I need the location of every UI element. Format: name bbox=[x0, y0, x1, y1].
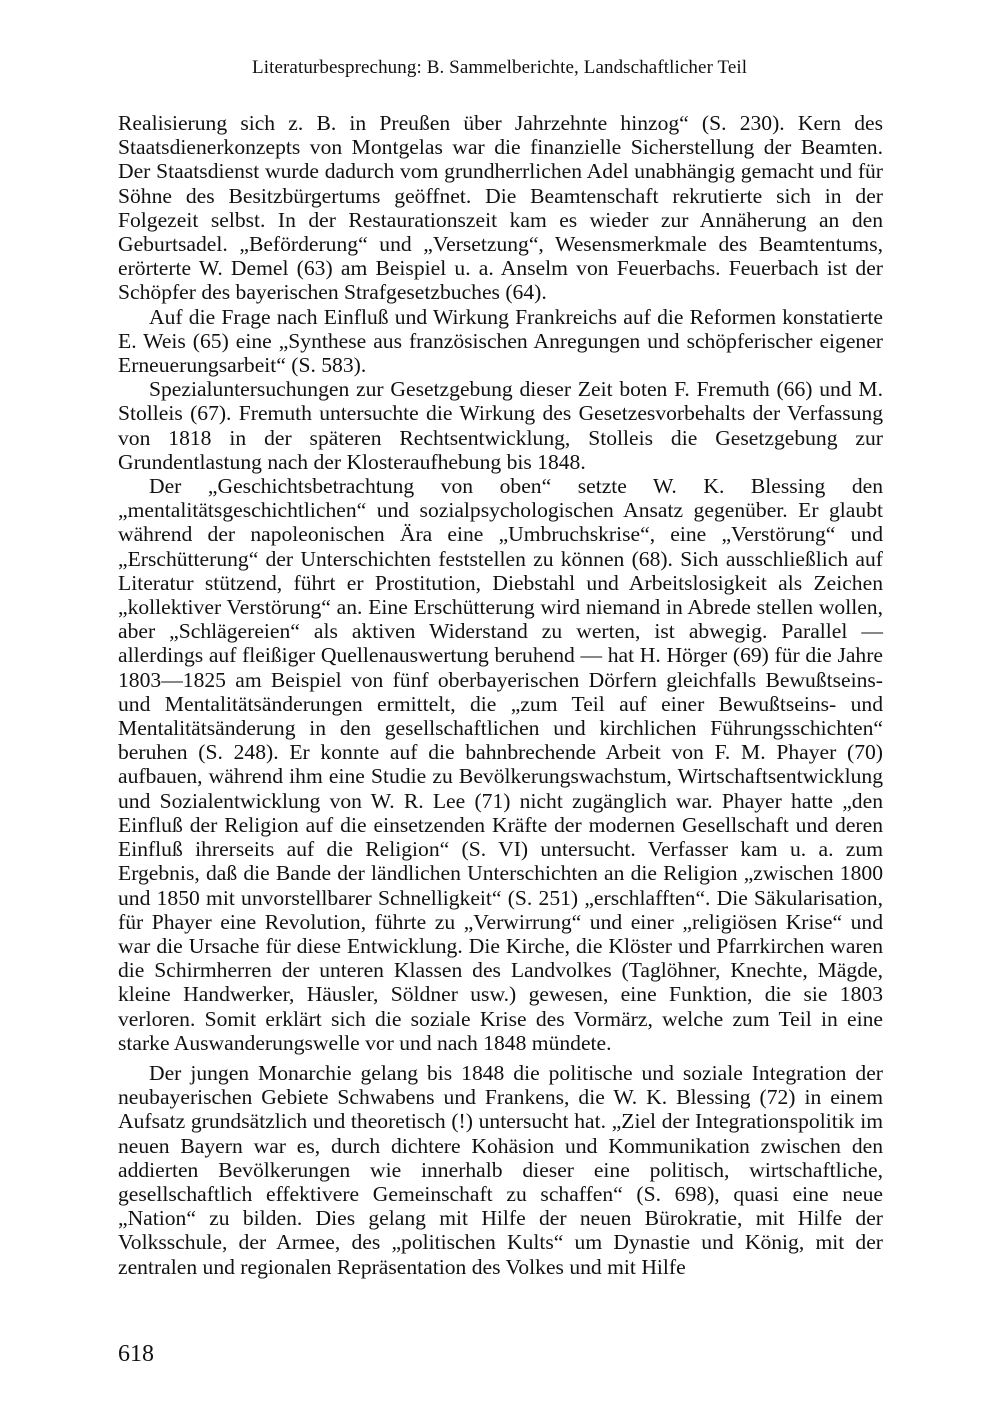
body-text bbox=[118, 111, 883, 1279]
paragraph-integration: Der jungen Monarchie gelang bis 1848 die politische und soziale Integration der neubayerischen Gebiete Schwabens und Frankens, die W. K. Blessing (72) in einem Aufsatz grundsätzlich und theoretisch (!) untersucht hat. „Ziel der Integrationspolitik im neuen Bayern war es, durch dichtere Kohäsion und Kommunikation zwischen den addierten Bevölkerungen wie innerhalb dieser eine politisch, wirtschaftliche, gesellschaftlich effektivere Gemeinschaft zu schaffen“ (S. 698), quasi eine neue „Nation“ zu bilden. Dies gelang mit Hilfe der neuen Bürokratie, mit Hilfe der Volksschule, der Armee, des „politischen Kults“ um Dynastie und König, mit der zentralen und regionalen Repräsentation des Volkes und mit Hilfe bbox=[118, 1060, 883, 1279]
paragraph-continued: Realisierung sich z. B. in Preußen über Jahrzehnte hinzog“ (S. 230). Kern des Staatsdienerkonzepts von Montgelas war die finanzielle Sicherstellung der Beamten. Der Staatsdienst wurde dadurch vom grundherrlichen Adel unabhängig gemacht und für Söhne des Besitzbürgertums geöffnet. Die Beamtenschaft rekrutierte sich in der Folgezeit selbst. In der Restaurationszeit kam es wieder zur Annäherung an den Geburtsadel. „Beförderung“ und „Versetzung“, Wesensmerkmale des Beamtentums, erörterte W. Demel (63) am Beispiel u. a. Anselm von Feuerbachs. Feuerbach ist der Schöpfer des bayerischen Strafgesetzbuches (64). bbox=[118, 111, 883, 305]
running-header: Literaturbesprechung: B. Sammelberichte, Landschaftlicher Teil bbox=[252, 57, 748, 78]
page-number: 618 bbox=[118, 1341, 154, 1367]
paragraph-gesetzgebung: Spezialuntersuchungen zur Gesetzgebung dieser Zeit boten F. Fremuth (66) und M. Stolleis (67). Fremuth untersuchte die Wirkung des Gesetzesvorbehalts der Verfassung von 1818 in der späteren Rechtsentwicklung, Stolleis die Gesetzgebung zur Grundentlastung nach der Klosteraufhebung bis 1848. bbox=[118, 377, 883, 474]
paragraph-frankreich-einfluss: Auf die Frage nach Einfluß und Wirkung Frankreichs auf die Reformen konstatierte E. Weis (65) eine „Synthese aus französischen Anregungen und schöpferischer eigener Erneuerungsarbeit“ (S. 583). bbox=[118, 304, 883, 378]
paragraph-mentalitaetsgeschichte: Der „Geschichtsbetrachtung von oben“ setzte W. K. Blessing den „mentalitätsgeschichtlichen“ und sozialpsychologischen Ansatz gegenüber. Er glaubt während der napoleonischen Ära eine „Umbruchskrise“, eine „Verstörung“ und „Erschütterung“ der Unterschichten feststellen zu können (68). Sich ausschließlich auf Literatur stützend, führt er Prostitution, Diebstahl und Arbeitslosigkeit als Zeichen „kollektiver Verstörung“ an. Eine Erschütterung wird niemand in Abrede stellen wollen, aber „Schlägereien“ als aktiven Widerstand zu werten, ist abwegig. Parallel — allerdings auf fleißiger Quellenauswertung beruhend — hat H. Hörger (69) für die Jahre 1803—1825 am Beispiel von fünf oberbayerischen Dörfern gleichfalls Bewußtseins- und Mentalitätsänderungen ermittelt, die „zum Teil auf einer Bewußtseins- und Mentalitätsänderung in den gesellschaftlichen und kirchlichen Führungsschichten“ beruhen (S. 248). Er konnte auf die bahnbrechende Arbeit von F. M. Phayer (70) aufbauen, während ihm eine Studie zu Bevölkerungswachstum, Wirtschaftsentwicklung und Sozialentwicklung von W. R. Lee (71) nicht zugänglich war. Phayer hatte „den Einfluß der Religion auf die einsetzenden Kräfte der modernen Gesellschaft und deren Einfluß ihrerseits auf die Religion“ (S. VI) untersucht. Verfasser kam u. a. zum Ergebnis, daß die Bande der ländlichen Unterschichten an die Religion „zwischen 1800 und 1850 mit unvorstellbarer Schnelligkeit“ (S. 251) „erschlafften“. Die Säkularisation, für Phayer eine Revolution, führte zu „Verwirrung“ und einer „religiösen Krise“ und war die Ursache für diese Entwicklung. Die Kirche, die Klöster und Pfarrkirchen waren die Schirmherren der unteren Klassen des Landvolkes (Taglöhner, Knechte, Mägde, kleine Handwerker, Häusler, Söldner usw.) gewesen, eine Funktion, die sie 1803 verloren. Somit erklärt sich die soziale Krise des Vormärz, welche zum Teil in eine starke Auswanderungswelle vor und nach 1848 mündete. bbox=[118, 474, 883, 1055]
